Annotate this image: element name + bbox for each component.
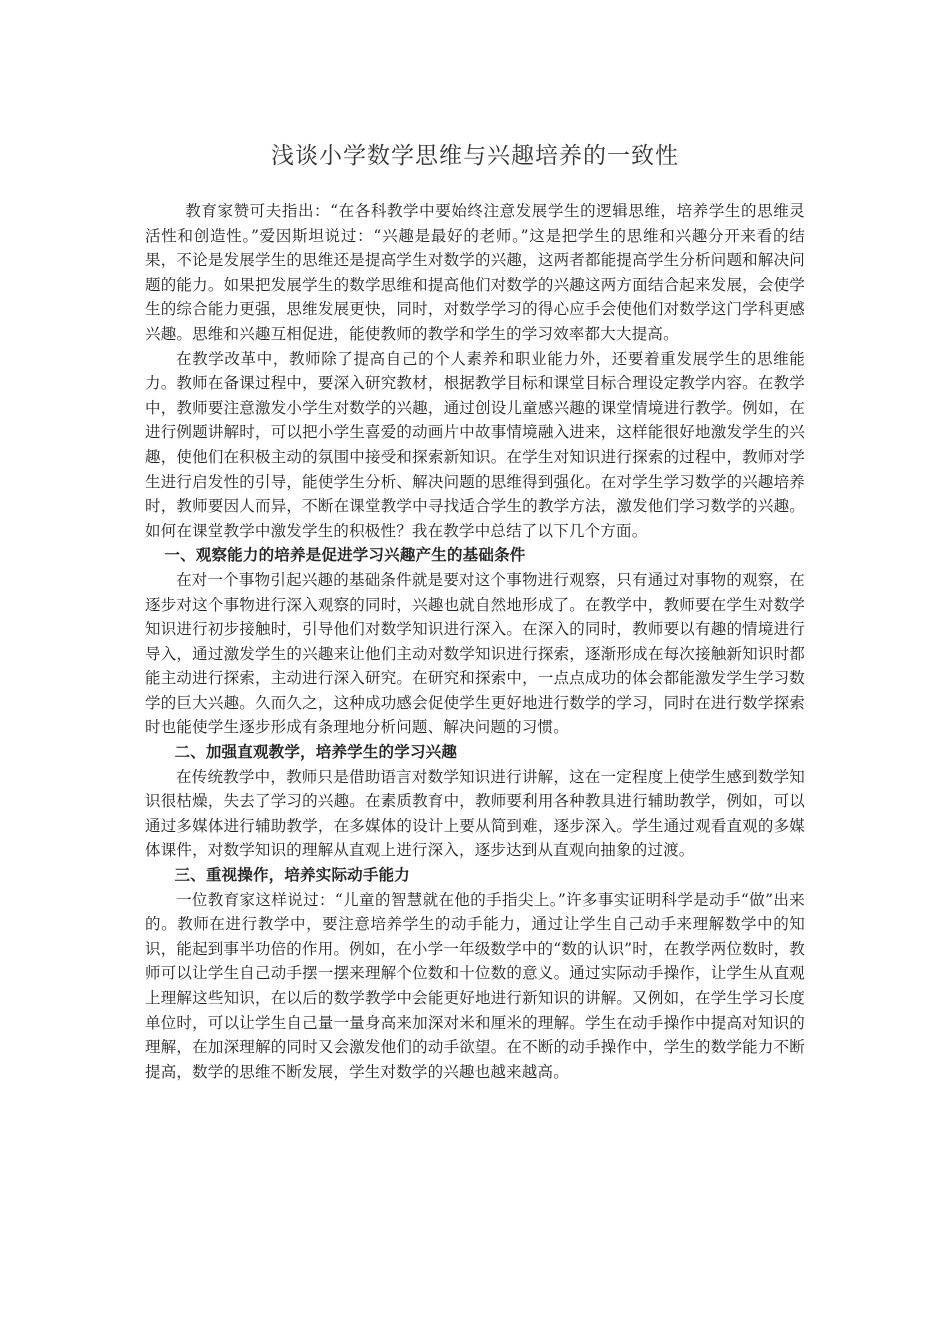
section-paragraph-1: 在对一个事物引起兴趣的基础条件就是要对这个事物进行观察，只有通过对事物的观察，在逐步对这个事物进行深入观察的同时，兴趣也就自然地形成了。在教学中，教师要在学生对数学知识进行初步接触时，引导他们对数学知识进行深入。在深入的同时，教师要以有趣的情境进行导入，通过激发学生的兴趣来让他们主动对数学知识进行探索，逐渐形成在每次接触新知识时都能主动进行探索，主动进行深入研究。在研究和探索中，一点点成功的体会都能激发学生学习数学的巨大兴趣。久而久之，这种成功感会促使学生更好地进行数学的学习，同时在进行数学探索时也能使学生逐步形成有条理地分析问题、解决问题的习惯。 (145, 570, 805, 737)
document-title: 浅谈小学数学思维与兴趣培养的一致性 (271, 143, 679, 169)
intro-paragraph-1: 教育家赞可夫指出：“在各科教学中要始终注意发展学生的逻辑思维，培养学生的思维灵活性和创造性。”爱因斯坦说过：“兴趣是最好的老师。”这是把学生的思维和兴趣分开来看的结果，不论是发展学生的思维还是提高学生对数学的兴趣，这两者都能提高学生分析问题和解决问题的能力。如果把发展学生的数学思维和提高他们对数学的兴趣这两方面结合起来发展，会使学生的综合能力更强，思维发展更快，同时，对数学学习的得心应手会使他们对数学这门学科更感兴趣。思维和兴趣互相促进，能使教师的教学和学生的学习效率都大大提高。 (145, 202, 805, 343)
section-heading-3: 三、重视操作，培养实际动手能力 (174, 866, 410, 885)
document-body (145, 199, 805, 1084)
section-paragraph-3: 一位教育家这样说过：“儿童的智慧就在他的手指尖上。”许多事实证明科学是动手“做”出来的。教师在进行教学中，要注意培养学生的动手能力，通过让学生自己动手来理解数学中的知识，能起到事半功倍的作用。例如，在小学一年级数学中的“数的认识”时，在教学两位数时，教师可以让学生自己动手摆一摆来理解个位数和十位数的意义。通过实际动手操作，让学生从直观上理解这些知识，在以后的数学教学中会能更好地进行新知识的讲解。又例如，在学生学习长度单位时，可以让学生自己量一量身高来加深对米和厘米的理解。学生在动手操作中提高对知识的理解，在加深理解的同时又会激发他们的动手欲望。在不断的动手操作中，学生的数学能力不断提高，数学的思维不断发展，学生对数学的兴趣也越来越高。 (145, 890, 805, 1081)
section-heading-2: 二、加强直观教学，培养学生的学习兴趣 (174, 743, 458, 762)
section-paragraph-2: 在传统教学中，教师只是借助语言对数学知识进行讲解，这在一定程度上使学生感到数学知识很枯燥，失去了学习的兴趣。在素质教育中，教师要利用各种教具进行辅助教学，例如，可以通过多媒体进行辅助教学，在多媒体的设计上要从简到难，逐步深入。学生通过观看直观的多媒体课件，对数学知识的理解从直观上进行深入，逐步达到从直观向抽象的过渡。 (145, 767, 805, 860)
intro-paragraph-2: 在教学改革中，教师除了提高自己的个人素养和职业能力外，还要着重发展学生的思维能力。教师在备课过程中，要深入研究教材，根据教学目标和课堂目标合理设定教学内容。在教学中，教师要注意激发小学生对数学的兴趣，通过创设儿童感兴趣的课堂情境进行教学。例如，在进行例题讲解时，可以把小学生喜爱的动画片中故事情境融入进来，这样能很好地激发学生的兴趣，使他们在积极主动的氛围中接受和探索新知识。在学生对知识进行探索的过程中，教师对学生进行启发性的引导，能使学生分析、解决问题的思维得到强化。在对学生学习数学的兴趣培养时，教师要因人而异，不断在课堂教学中寻找适合学生的教学方法，激发他们学习数学的兴趣。如何在课堂教学中激发学生的积极性？我在教学中总结了以下几个方面。 (145, 349, 805, 540)
section-heading-1: 一、观察能力的培养是促进学习兴趣产生的基础条件 (164, 546, 526, 565)
